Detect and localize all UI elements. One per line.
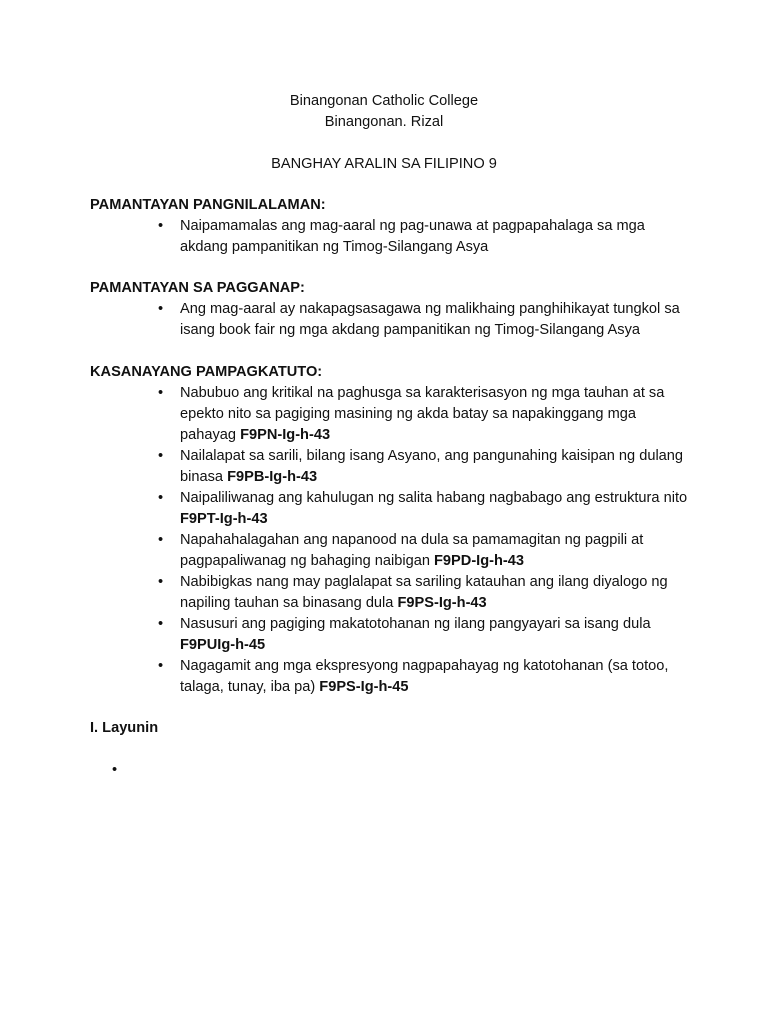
competency-text: Nabubuo ang kritikal na paghusga sa karakterisasyon ng mga tauhan at sa epekto nito sa pagiging masining ng akda batay sa napakinggang mga pahayag [180, 385, 665, 443]
competency-text: Nailalapat sa sarili, bilang isang Asyano, ang pangunahing kaisipan ng dulang binasa [180, 448, 684, 485]
list-item [90, 488, 690, 530]
list-item [90, 299, 690, 341]
content-standard-list [90, 216, 690, 258]
school-location: Binangonan. Rizal [324, 114, 444, 130]
competency-code: F9PN-Ig-h-43 [240, 427, 331, 443]
bullet-icon: • [158, 658, 164, 674]
objectives-section [90, 718, 690, 739]
content-standard-heading: PAMANTAYAN PANGNILALAMAN: [90, 197, 326, 213]
document-title: BANGHAY ARALIN SA FILIPINO 9 [271, 156, 497, 172]
competency-code: F9PUIg-h-45 [180, 637, 266, 653]
list-item [90, 383, 690, 446]
list-item-text: Ang mag-aaral ay nakapagsasagawa ng malikhaing panghihikayat tungkol sa isang book fair ng mga akdang pampanitikan ng Timog-Silangang Asya [180, 301, 680, 338]
school-name: Binangonan Catholic College [289, 93, 479, 109]
objectives-heading: I. Layunin [90, 720, 159, 736]
competency-code: F9PT-Ig-h-43 [180, 511, 268, 527]
content-standard-section [90, 195, 690, 258]
list-item [90, 572, 690, 614]
empty-bullet-icon: • [112, 762, 118, 778]
performance-standard-list [90, 299, 690, 341]
bullet-icon: • [158, 616, 164, 632]
list-item [90, 656, 690, 698]
list-item-text: Naipamamalas ang mag-aaral ng pag-unawa at pagpapahalaga sa mga akdang pampanitikan ng Timog-Silangang Asya [180, 218, 645, 255]
list-item [90, 614, 690, 656]
competency-text: Naipaliliwanag ang kahulugan ng salita habang nagbabago ang estruktura nito [180, 490, 688, 506]
competencies-section [90, 362, 690, 698]
bullet-icon: • [158, 448, 164, 464]
competency-text: Nasusuri ang pagiging makatotohanan ng ilang pangyayari sa isang dula [180, 616, 651, 632]
competency-code: F9PD-Ig-h-43 [434, 553, 525, 569]
competency-text: Napahahalagahan ang napanood na dula sa pamamagitan ng pagpili at pagpapaliwanag ng bahaging naibigan [180, 532, 644, 569]
performance-standard-section [90, 278, 690, 341]
bullet-icon: • [158, 218, 164, 234]
bullet-icon: • [158, 490, 164, 506]
performance-standard-heading: PAMANTAYAN SA PAGGANAP: [90, 280, 305, 296]
competencies-list [90, 383, 690, 698]
competency-code: F9PB-Ig-h-43 [227, 469, 318, 485]
bullet-icon: • [158, 532, 164, 548]
competency-code: F9PS-Ig-h-43 [397, 595, 487, 611]
bullet-icon: • [158, 385, 164, 401]
document-header [0, 91, 768, 133]
competency-text: Nagagamit ang mga ekspresyong nagpapahayag ng katotohanan (sa totoo, talaga, tunay, iba pa) [180, 658, 669, 695]
competency-code: F9PS-Ig-h-45 [319, 679, 409, 695]
list-item [90, 446, 690, 488]
competencies-heading: KASANAYANG PAMPAGKATUTO: [90, 364, 323, 380]
competency-text: Nabibigkas nang may paglalapat sa sariling katauhan ang ilang diyalogo ng napiling tauhan sa binasang dula [180, 574, 668, 611]
bullet-icon: • [158, 574, 164, 590]
list-item [90, 530, 690, 572]
bullet-icon: • [158, 301, 164, 317]
list-item [90, 216, 690, 258]
